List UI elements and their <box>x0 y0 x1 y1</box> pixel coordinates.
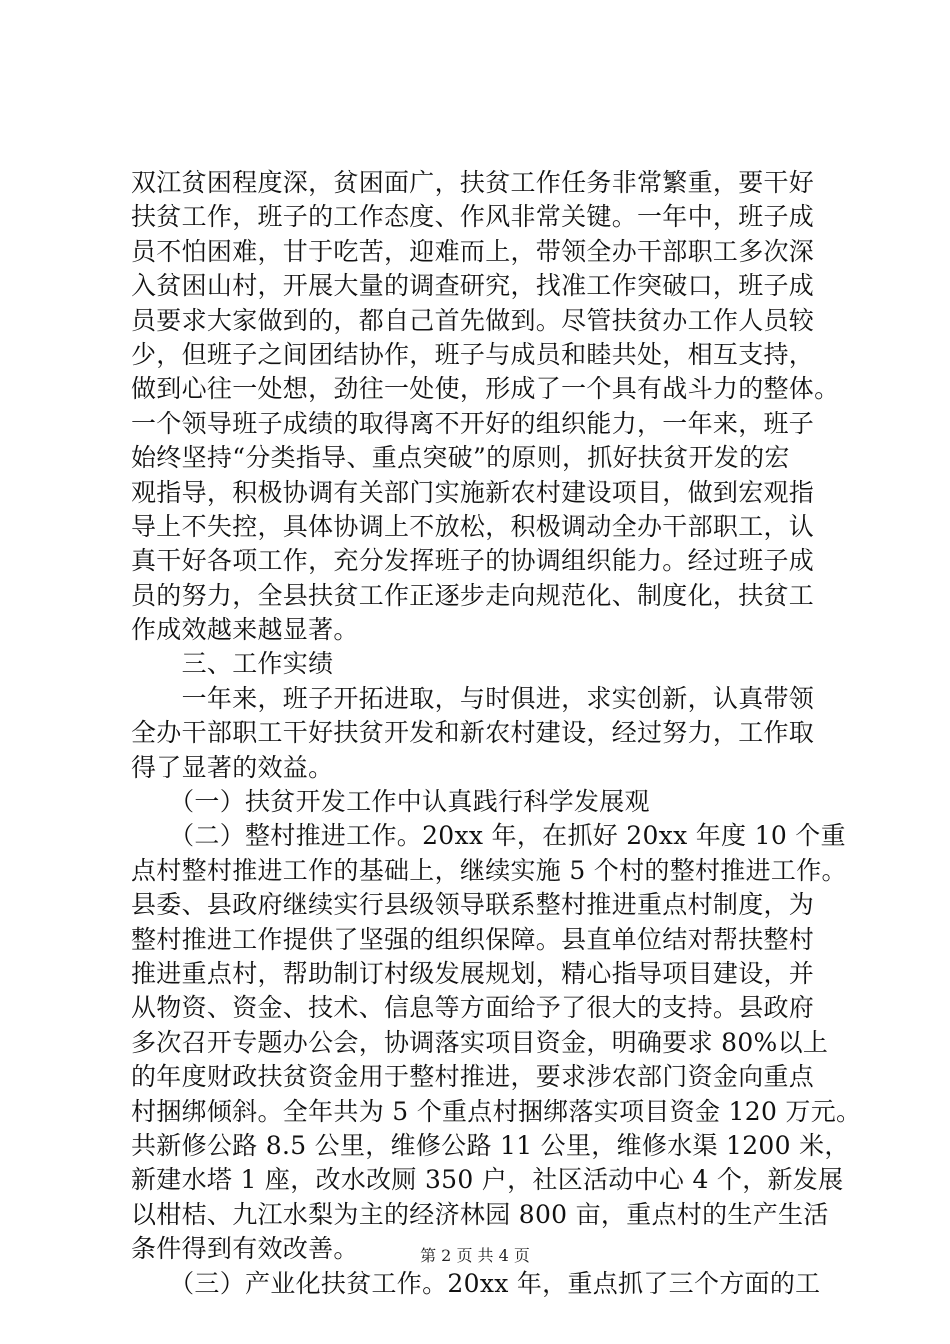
text-line: 一年来，班子开拓进取，与时俱进，求实创新，认真带领 <box>131 683 815 713</box>
text-line: 导上不失控，具体协调上不放松，积极调动全办干部职工，认 <box>131 511 815 541</box>
text-line: 员的努力，全县扶贫工作正逐步走向规范化、制度化，扶贫工 <box>131 580 815 610</box>
text-line: 以柑桔、九江水梨为主的经济林园 800 亩，重点村的生产生活 <box>131 1199 829 1229</box>
text-line: 真干好各项工作，充分发挥班子的协调组织能力。经过班子成 <box>131 546 815 576</box>
text-line: （三）产业化扶贫工作。20xx 年，重点抓了三个方面的工 <box>131 1268 821 1298</box>
body-text <box>131 166 862 1301</box>
page-footer: 第 2 页 共 4 页 <box>420 1246 530 1265</box>
text-line: 整村推进工作提供了坚强的组织保障。县直单位结对帮扶整村 <box>131 924 815 954</box>
text-line: 村捆绑倾斜。全年共为 5 个重点村捆绑落实项目资金 120 万元。 <box>131 1096 862 1126</box>
text-line: 少，但班子之间团结协作，班子与成员和睦共处，相互支持， <box>131 339 815 369</box>
text-line: 全办干部职工干好扶贫开发和新农村建设，经过努力，工作取 <box>131 718 815 748</box>
text-line: 观指导，积极协调有关部门实施新农村建设项目，做到宏观指 <box>131 477 815 507</box>
text-line: 一个领导班子成绩的取得离不开好的组织能力，一年来，班子 <box>131 408 815 438</box>
text-line: 扶贫工作，班子的工作态度、作风非常关键。一年中，班子成 <box>131 202 815 232</box>
text-line: 员要求大家做到的，都自己首先做到。尽管扶贫办工作人员较 <box>131 305 815 335</box>
subsection-heading: （一）扶贫开发工作中认真践行科学发展观 <box>131 787 650 817</box>
text-line: 县委、县政府继续实行县级领导联系整村推进重点村制度，为 <box>131 890 815 920</box>
text-line: 员不怕困难，甘于吃苦，迎难而上，带领全办干部职工多次深 <box>131 236 815 266</box>
section-heading: 三、工作实绩 <box>131 649 334 679</box>
text-line: 始终坚持“分类指导、重点突破”的原则，抓好扶贫开发的宏 <box>131 443 790 473</box>
text-line: 得了显著的效益。 <box>131 752 334 782</box>
text-line: 入贫困山村，开展大量的调查研究，找准工作突破口，班子成 <box>131 271 815 301</box>
text-line: 双江贫困程度深，贫困面广，扶贫工作任务非常繁重，要干好 <box>131 168 815 197</box>
text-line: 多次召开专题办公会，协调落实项目资金，明确要求 80%以上 <box>131 1027 829 1057</box>
text-line: 作成效越来越显著。 <box>131 615 359 645</box>
text-line: （二）整村推进工作。20xx 年，在抓好 20xx 年度 10 个重 <box>131 821 846 851</box>
text-line: 从物资、资金、技术、信息等方面给予了很大的支持。县政府 <box>131 993 815 1023</box>
text-line: 共新修公路 8.5 公里，维修公路 11 公里，维修水渠 1200 米， <box>131 1130 850 1160</box>
text-line: 点村整村推进工作的基础上，继续实施 5 个村的整村推进工作。 <box>131 855 847 885</box>
text-line: 推进重点村，帮助制订村级发展规划，精心指导项目建设，并 <box>131 958 815 988</box>
text-line: 条件得到有效改善。 <box>131 1234 359 1264</box>
text-line: 新建水塔 1 座，改水改厕 350 户，社区活动中心 4 个，新发展 <box>131 1165 844 1195</box>
text-line: 的年度财政扶贫资金用于整村推进，要求涉农部门资金向重点 <box>131 1062 815 1092</box>
text-line: 做到心往一处想，劲往一处使，形成了一个具有战斗力的整体。 <box>131 374 840 404</box>
